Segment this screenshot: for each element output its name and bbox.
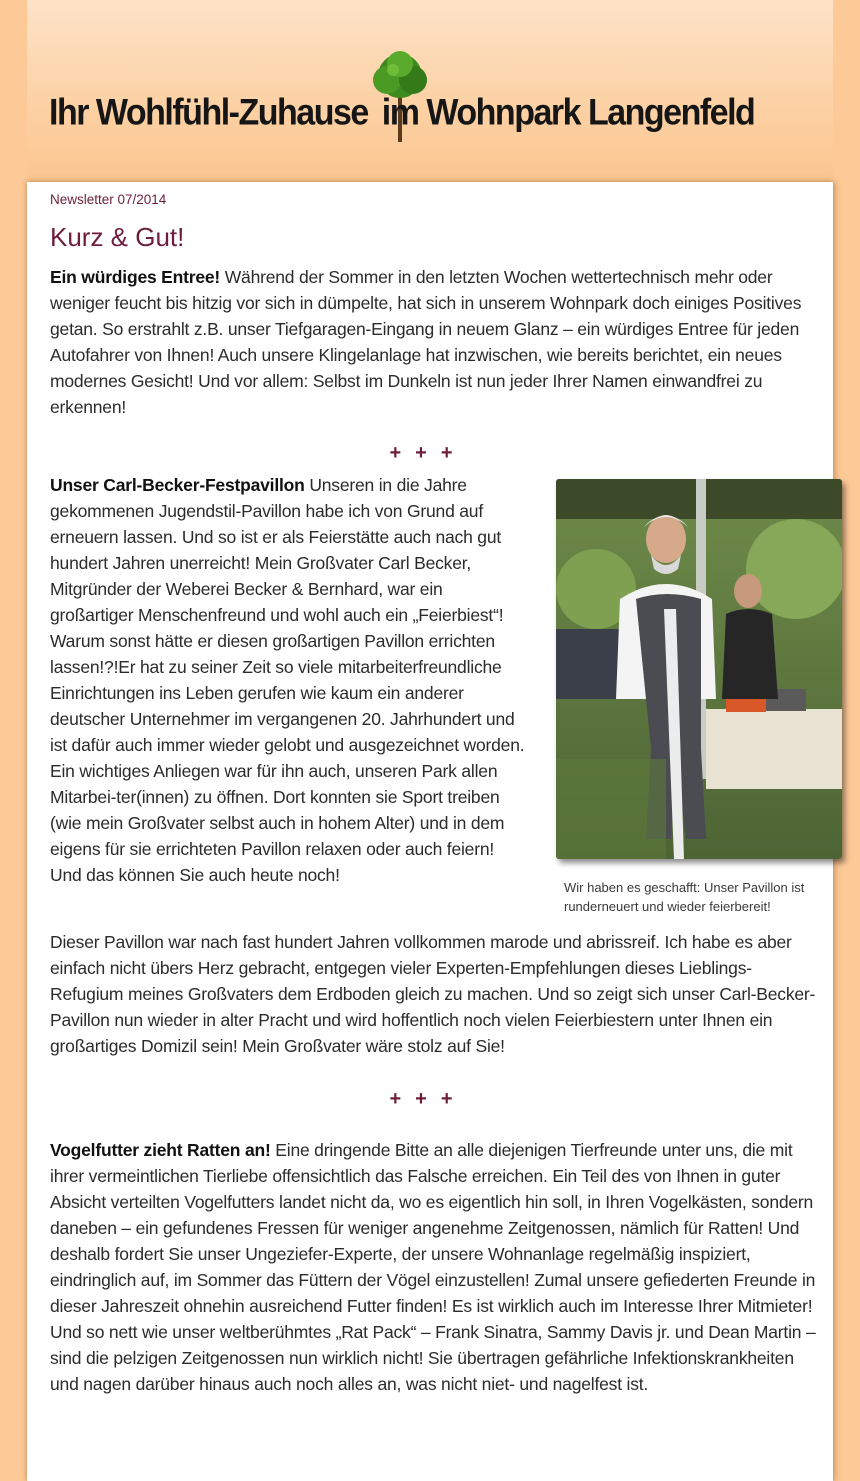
photo-caption: Wir haben es geschafft: Unser Pavillon ist runderneuert und wieder feierbereit! <box>564 880 805 914</box>
article-entree <box>50 264 820 420</box>
site-title-part1: Ihr Wohlfühl-Zuhause <box>49 92 368 134</box>
site-title <box>49 92 754 134</box>
article-pavillon-body: Unseren in die Jahre gekommenen Jugendstil-Pavillon habe ich von Grund auf erneuern lassen. Und so ist er als Feierstätte auch nach gut hundert Jahren unerreicht! Mein Großvater Carl Becker, Mitgründer der Weberei Becker & Bernhard, war ein großartiger Menschenfreund und wohl auch ein „Feierbiest“! Warum sonst hätte er diesen großartigen Pavillon errichten lassen!?!Er hat zu seiner Zeit so viele mitarbeiterfreundliche Einrichtungen ins Leben gerufen wie kaum ein anderer deutscher Unternehmer im vergangenen 20. Jahrhundert und ist dafür auch immer wieder gelobt und ausgezeichnet worden. Ein wichtiges Anliegen war für ihn auch, unseren Park allen Mitarbei-ter(innen) zu öffnen. Dort konnten sie Sport treiben (wie mein Großvater selbst auch in hohem Alter) und in dem eigens für sie errichteten Pavillon relaxen oder auch feiern! Und das können Sie auch heute noch! <box>50 475 525 885</box>
pavillon-photo <box>556 479 842 859</box>
article-pavillon-title: Unser Carl-Becker-Festpavillon <box>50 475 305 495</box>
article-vogelfutter-title: Vogelfutter zieht Ratten an! <box>50 1140 271 1160</box>
separator-1: +++ <box>389 442 467 464</box>
separator-2: +++ <box>389 1088 467 1110</box>
article-entree-body: Während der Sommer in den letzten Wochen wettertechnisch mehr oder weniger feucht bis hitzig vor sich in dümpelte, hat sich in unserem Wohnpark doch einiges Positives getan. So erstrahlt z.B. unser Tiefgaragen-Eingang in neuem Glanz – ein würdiges Entree für jeden Autofahrer von Ihnen! Auch unsere Klingelanlage hat inzwischen, wie bereits berichtet, ein neues modernes Gesicht! Und vor allem: Selbst im Dunkeln ist nun jeder Ihrer Namen einwandfrei zu erkennen! <box>50 267 802 417</box>
page-heading: Kurz & Gut! <box>50 222 185 252</box>
article-vogelfutter-body: Eine dringende Bitte an alle diejenigen Tierfreunde unter uns, die mit ihrer vermeintlichen Tierliebe offensichtlich das Falsche erreichen. Ein Teil des von Ihnen in guter Absicht verteilten Vogelfutters landet nicht da, wo es eigentlich hin soll, in Ihren Vogelkästen, sondern daneben – ein gefundenes Fressen für weniger angenehme Zeitgenossen, nämlich für Ratten! Und deshalb fordert Sie unser Ungeziefer-Experte, der unsere Wohnanlage regelmäßig inspiziert, eindringlich auf, im Sommer das Füttern der Vögel einzustellen! Zumal unsere gefiederten Freunde in dieser Jahreszeit ohnehin ausreichend Futter finden! Es ist wirklich auch im Interesse Ihrer Mitmieter! Und so nett wie unser weltberühmtes „Rat Pack“ – Frank Sinatra, Sammy Davis jr. und Dean Martin – sind die pelzigen Zeitgenossen nun wirklich nicht! Sie übertragen gefährliche Infektionskrankheiten und nagen darüber hinaus auch noch alles an, was nicht niet- und nagelfest ist. <box>50 1140 816 1394</box>
newsletter-label: Newsletter 07/2014 <box>50 192 167 207</box>
article-vogelfutter <box>50 1137 820 1397</box>
newsletter-content <box>27 182 833 1481</box>
header-banner <box>27 0 833 182</box>
article-pavillon-continued: Dieser Pavillon war nach fast hundert Jahren vollkommen marode und abrissreif. Ich habe es aber einfach nicht übers Herz gebracht, entgegen vieler Experten-Empfehlungen dieses Lieblings-Refugium meines Großvaters dem Erdboden gleich zu machen. Und so zeigt sich unser Carl-Becker-Pavillon nun wieder in alter Pracht und wird hoffentlich noch vielen Feierbiestern unter Ihnen ein großartiges Domizil sein! Mein Großvater wäre stolz auf Sie! <box>50 932 816 1056</box>
article-pavillon <box>50 472 528 888</box>
site-title-part2: im Wohnpark Langenfeld <box>381 92 755 134</box>
article-entree-title: Ein würdiges Entree! <box>50 267 221 287</box>
